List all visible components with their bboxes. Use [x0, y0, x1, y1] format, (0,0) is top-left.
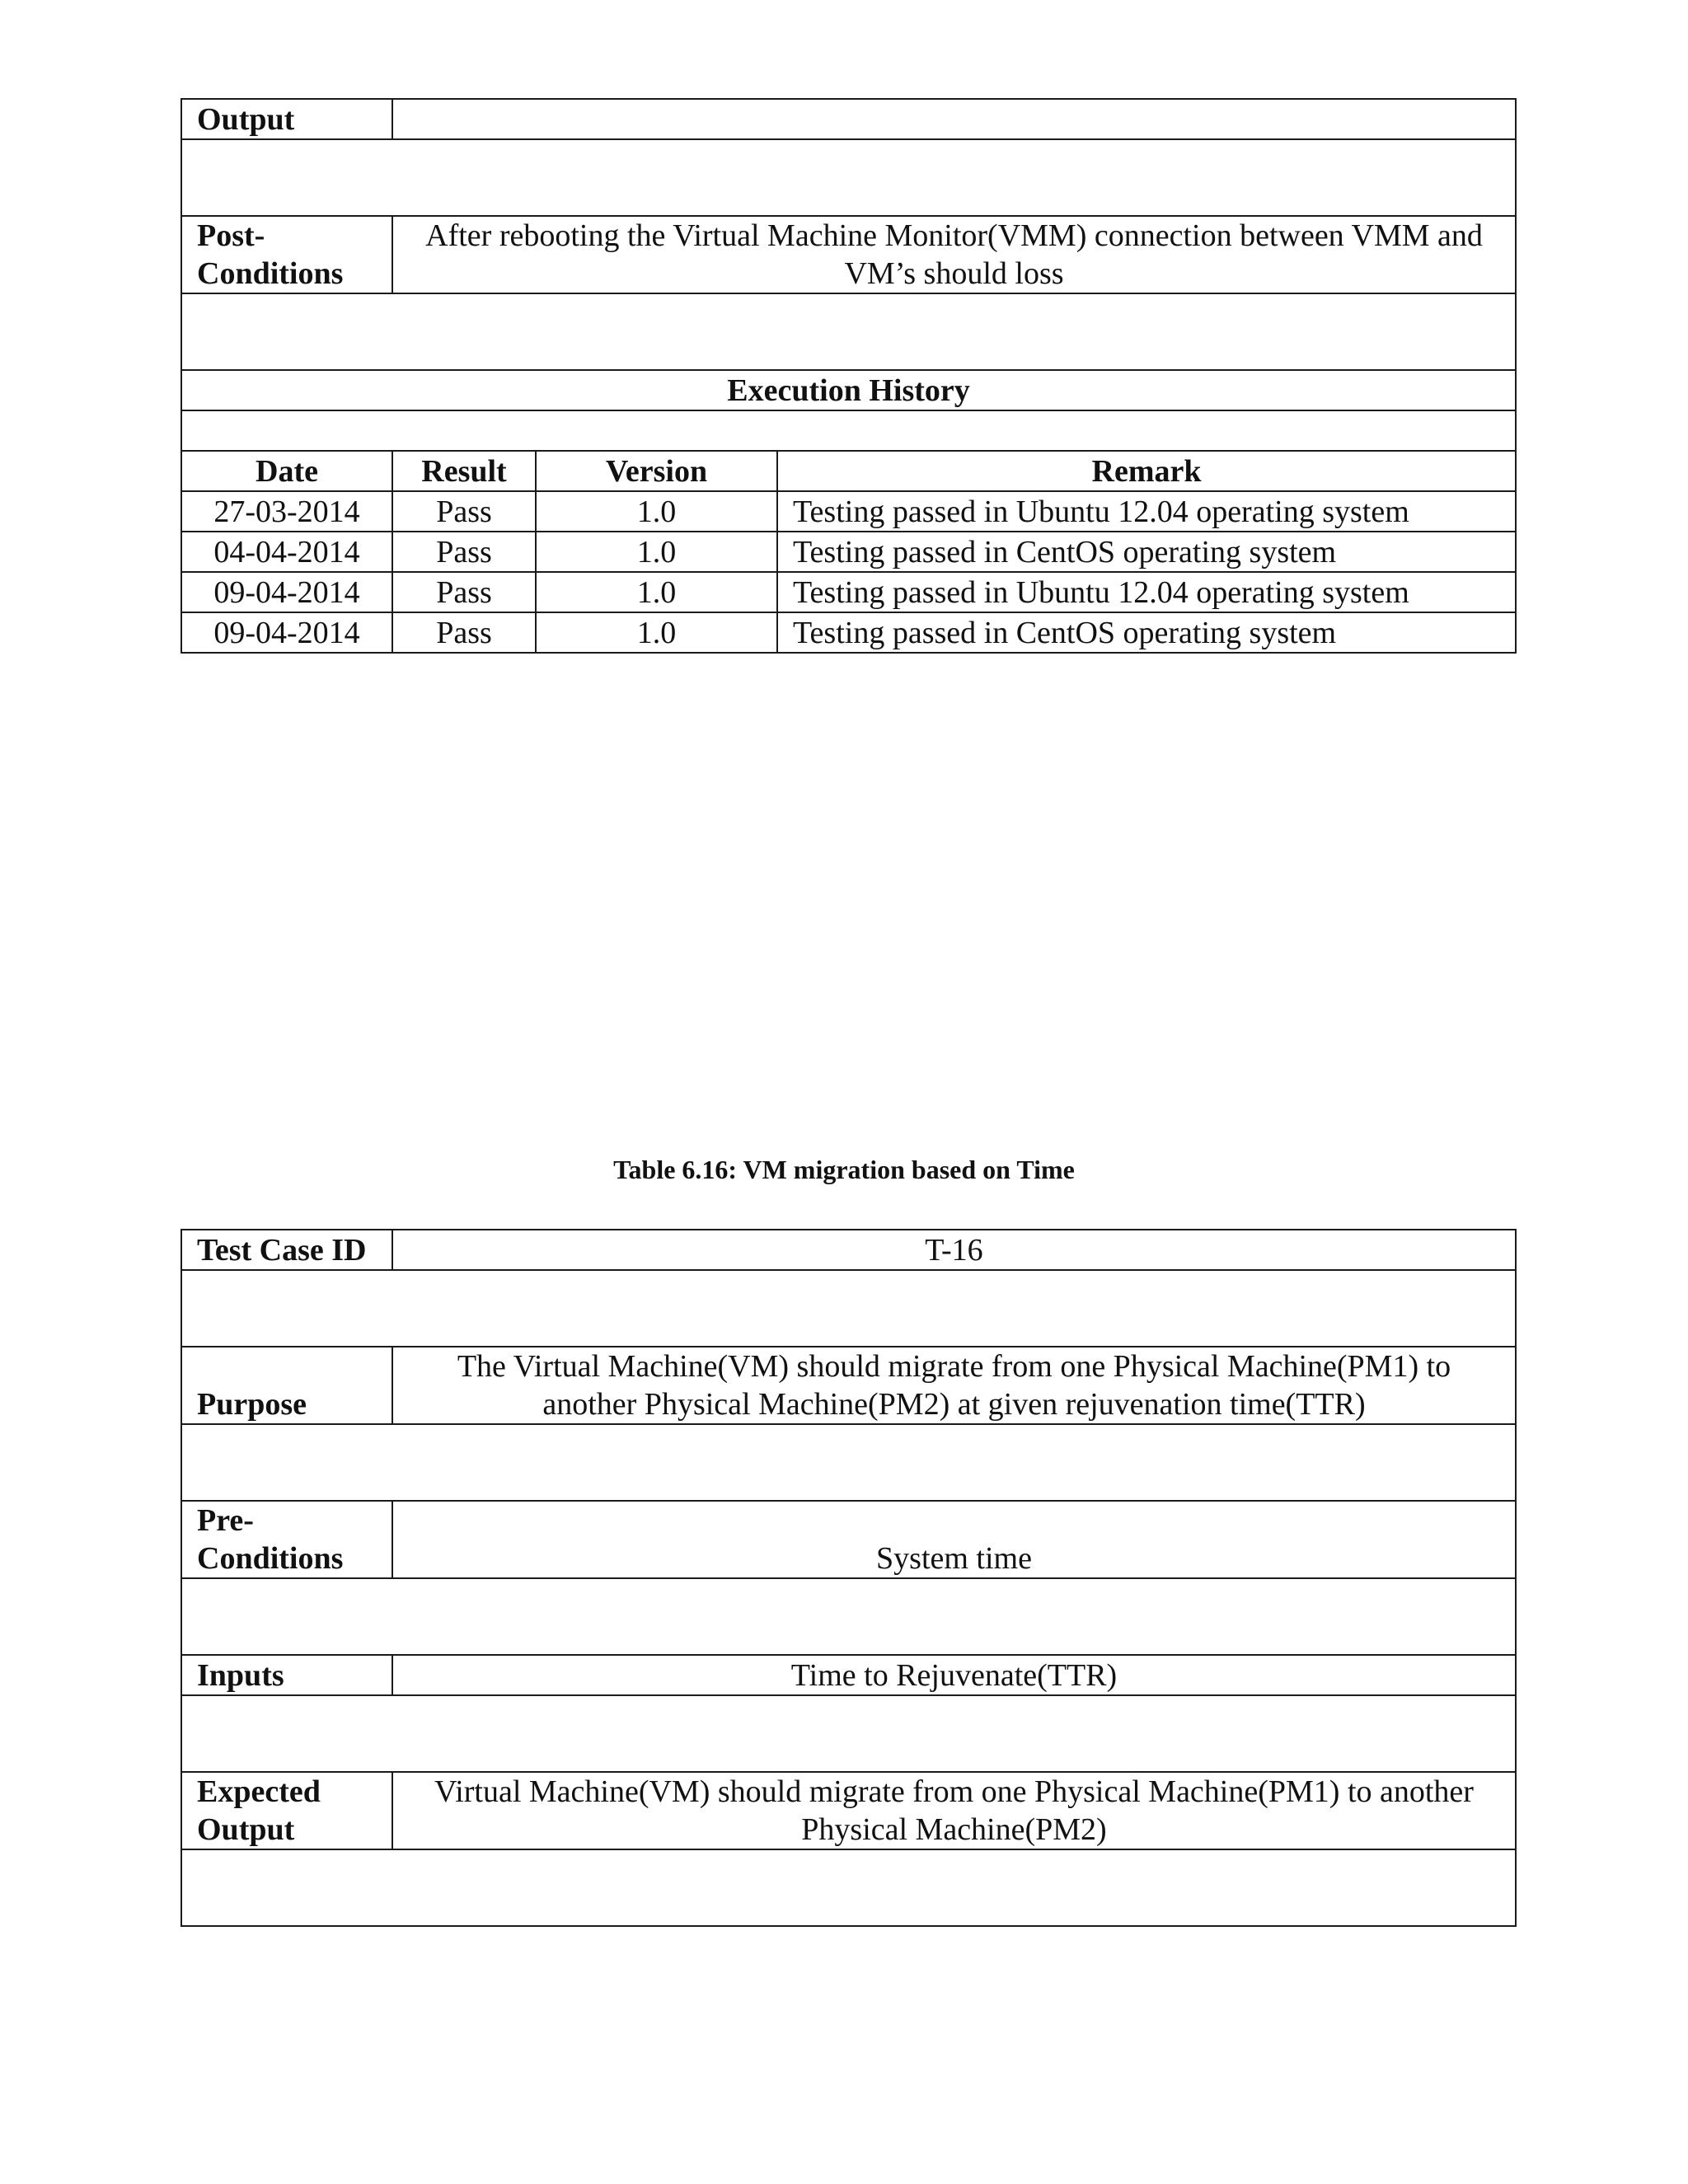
history-row	[181, 612, 1516, 653]
test-case-continuation-table	[181, 98, 1517, 654]
spacer-row	[181, 1695, 1516, 1772]
history-row	[181, 572, 1516, 612]
post-conditions-value: After rebooting the Virtual Machine Monitor(VMM) connection between VMM and VM’s should loss	[392, 216, 1516, 293]
history-header-row	[181, 451, 1516, 491]
spacer-row	[181, 1849, 1516, 1926]
spacer-row	[181, 410, 1516, 451]
history-version: 1.0	[536, 491, 777, 532]
spacer-row	[181, 1270, 1516, 1347]
history-version: 1.0	[536, 612, 777, 653]
table-caption: Table 6.16: VM migration based on Time	[613, 1155, 1075, 1184]
spacer-row	[181, 1424, 1516, 1501]
history-header-version: Version	[536, 451, 777, 491]
expected-output-value: Virtual Machine(VM) should migrate from one Physical Machine(PM1) to another Physical Machine(PM2)	[392, 1772, 1516, 1849]
history-remark: Testing passed in Ubuntu 12.04 operating system	[777, 572, 1516, 612]
history-remark: Testing passed in Ubuntu 12.04 operating system	[777, 491, 1516, 532]
execution-history-title: Execution History	[181, 370, 1516, 410]
pre-conditions-label: Pre- Conditions	[181, 1501, 392, 1578]
test-case-id-label: Test Case ID	[181, 1230, 392, 1270]
history-result: Pass	[392, 532, 536, 572]
pre-conditions-value: System time	[392, 1501, 1516, 1578]
history-header-remark: Remark	[777, 451, 1516, 491]
history-version: 1.0	[536, 572, 777, 612]
history-header-date: Date	[181, 451, 392, 491]
output-value	[392, 99, 1516, 139]
expected-output-label: Expected Output	[181, 1772, 392, 1849]
history-row	[181, 491, 1516, 532]
purpose-value: The Virtual Machine(VM) should migrate from one Physical Machine(PM1) to another Physical Machine(PM2) at given rejuvenation time(TTR)	[392, 1347, 1516, 1424]
post-conditions-label: Post- Conditions	[181, 216, 392, 293]
inputs-value: Time to Rejuvenate(TTR)	[392, 1655, 1516, 1695]
history-result: Pass	[392, 612, 536, 653]
history-remark: Testing passed in CentOS operating system	[777, 612, 1516, 653]
history-row	[181, 532, 1516, 572]
purpose-label: Purpose	[181, 1347, 392, 1424]
history-date: 27-03-2014	[181, 491, 392, 532]
inputs-label: Inputs	[181, 1655, 392, 1695]
history-result: Pass	[392, 572, 536, 612]
history-date: 09-04-2014	[181, 572, 392, 612]
spacer-row	[181, 139, 1516, 216]
output-label: Output	[181, 99, 392, 139]
spacer-row	[181, 293, 1516, 370]
history-header-result: Result	[392, 451, 536, 491]
history-date: 09-04-2014	[181, 612, 392, 653]
history-remark: Testing passed in CentOS operating system	[777, 532, 1516, 572]
history-result: Pass	[392, 491, 536, 532]
history-date: 04-04-2014	[181, 532, 392, 572]
test-case-table	[181, 1229, 1517, 1927]
test-case-id-value: T-16	[392, 1230, 1516, 1270]
spacer-row	[181, 1578, 1516, 1655]
history-version: 1.0	[536, 532, 777, 572]
